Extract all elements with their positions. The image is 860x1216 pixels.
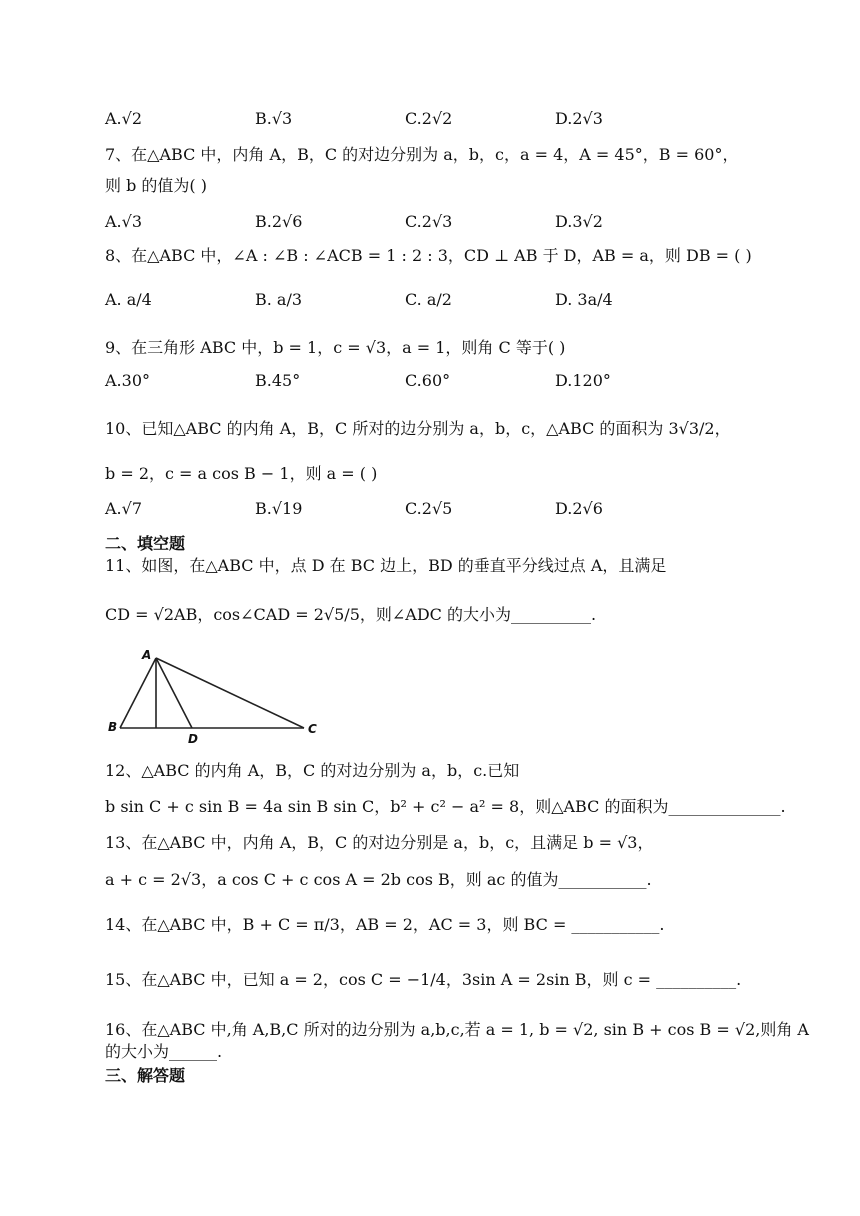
q13-stem-cont: a + c = 2√3，a cos C + c cos A = 2b cos B，则 ac 的值为___________. <box>105 870 652 889</box>
q6-option-b: B.√3 <box>255 109 293 128</box>
q11-triangle-figure <box>108 648 324 744</box>
side-ab <box>120 658 156 728</box>
q14-stem: 14、在△ABC 中，B + C = π/3，AB = 2，AC = 3，则 BC = ___________. <box>105 915 665 934</box>
triangle-diagram <box>108 648 324 744</box>
q6-option-a: A.√2 <box>105 109 143 128</box>
q16-stem: 16、在△ABC 中,角 A,B,C 所对的边分别为 a,b,c,若 a = 1, b = √2, sin B + cos B = √2,则角 A <box>105 1020 809 1039</box>
q12-stem-cont: b sin C + c sin B = 4a sin B sin C，b² + c² − a² = 8，则△ABC 的面积为______________. <box>105 797 786 816</box>
q7-stem: 7、在△ABC 中，内角 A，B，C 的对边分别为 a，b，c，a = 4，A = 45°，B = 60°， <box>105 145 739 164</box>
q10-stem: 10、已知△ABC 的内角 A，B，C 所对的边分别为 a，b，c，△ABC 的面积为 3√3/2， <box>105 419 731 438</box>
q11-stem: 11、如图，在△ABC 中，点 D 在 BC 边上，BD 的垂直平分线过点 A，且满足 <box>105 556 667 575</box>
q9-option-d: D.120° <box>555 371 611 390</box>
section-answer-heading: 三、解答题 <box>105 1066 186 1085</box>
q11-stem-cont: CD = √2AB，cos∠CAD = 2√5/5，则∠ADC 的大小为__________. <box>105 605 597 624</box>
q7-option-b: B.2√6 <box>255 212 303 231</box>
segment-ad <box>156 658 192 728</box>
side-ac <box>156 658 304 728</box>
q7-option-c: C.2√3 <box>405 212 453 231</box>
q9-option-c: C.60° <box>405 371 451 390</box>
q15-stem: 15、在△ABC 中，已知 a = 2，cos C = −1/4，3sin A = 2sin B，则 c = __________. <box>105 970 742 989</box>
q8-option-c: C. a/2 <box>405 290 452 309</box>
q10-option-b: B.√19 <box>255 499 303 518</box>
q10-option-a: A.√7 <box>105 499 143 518</box>
q16-stem-cont: 的大小为______. <box>105 1042 223 1061</box>
q10-option-d: D.2√6 <box>555 499 603 518</box>
q6-option-c: C.2√2 <box>405 109 453 128</box>
vertex-label-c: C <box>308 722 317 736</box>
q9-option-a: A.30° <box>105 371 150 390</box>
q8-option-d: D. 3a/4 <box>555 290 613 309</box>
vertex-label-a: A <box>142 648 152 662</box>
q12-stem: 12、△ABC 的内角 A，B，C 的对边分别为 a，b，c.已知 <box>105 761 520 780</box>
q9-option-b: B.45° <box>255 371 301 390</box>
q8-option-a: A. a/4 <box>105 290 152 309</box>
vertex-label-b: B <box>108 720 118 734</box>
q7-option-a: A.√3 <box>105 212 143 231</box>
section-fill-in-heading: 二、填空题 <box>105 534 186 553</box>
q8-option-b: B. a/3 <box>255 290 303 309</box>
q6-option-d: D.2√3 <box>555 109 603 128</box>
q10-option-c: C.2√5 <box>405 499 453 518</box>
q8-stem: 8、在△ABC 中，∠A : ∠B : ∠ACB = 1 : 2 : 3，CD ⊥ AB 于 D，AB = a，则 DB = ( ) <box>105 246 752 265</box>
q9-stem: 9、在三角形 ABC 中，b = 1，c = √3，a = 1，则角 C 等于( ) <box>105 338 566 357</box>
q10-stem-cont: b = 2，c = a cos B − 1，则 a = ( ) <box>105 464 378 483</box>
vertex-label-d: D <box>188 732 198 746</box>
q7-stem-cont: 则 b 的值为( ) <box>105 176 207 195</box>
q13-stem: 13、在△ABC 中，内角 A，B，C 的对边分别是 a，b，c，且满足 b = √3， <box>105 833 654 852</box>
q7-option-d: D.3√2 <box>555 212 603 231</box>
